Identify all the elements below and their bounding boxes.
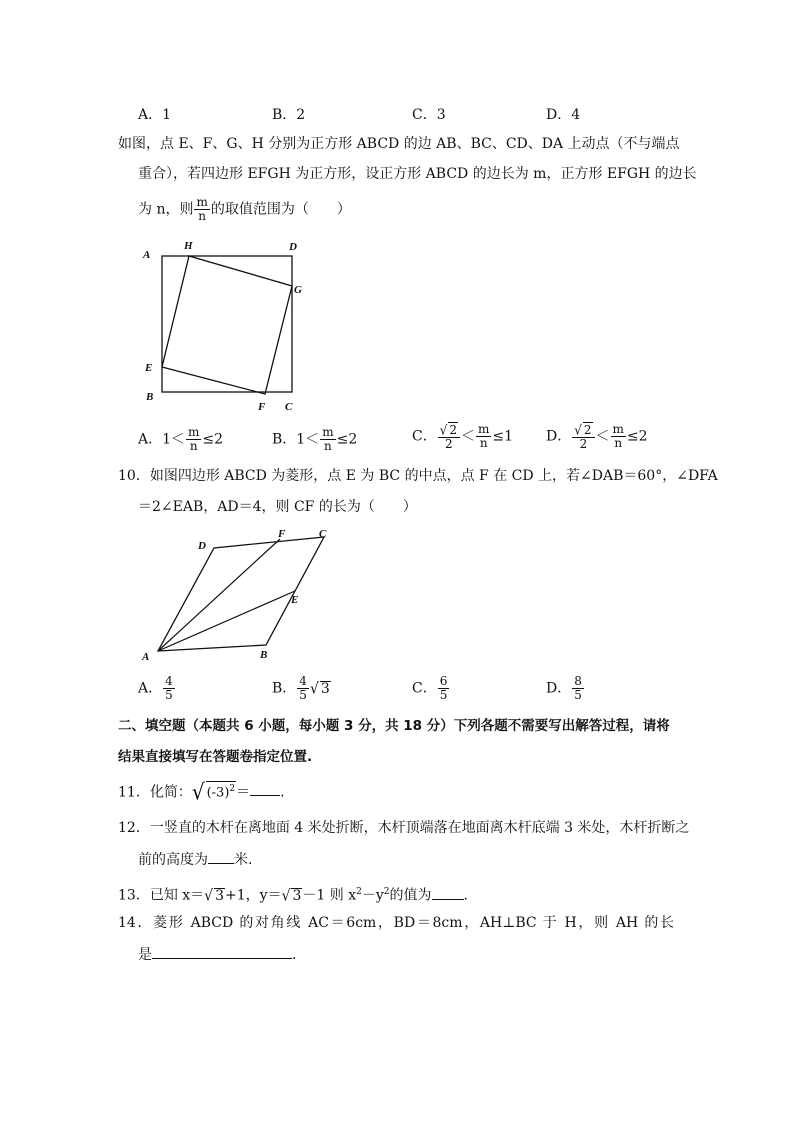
q10-opt-b-radicand: 3 (320, 680, 330, 697)
q10-line-2: ＝2∠EAB，AD＝4，则 CF 的长为（ ） (138, 499, 417, 515)
q10-opt-c-label: C． (412, 680, 437, 697)
q9-opt-c-den: n (479, 436, 488, 450)
q9-line-1: 如图，点 E、F、G、H 分别为正方形 ABCD 的边 AB、BC、CD、DA 上动点（不与端点 (118, 136, 680, 152)
q10-label-b: B (260, 649, 268, 661)
q9-opt-b-den: n (324, 439, 332, 453)
q10-opt-c-num: 6 (439, 674, 448, 688)
q9-frac-num: m (196, 195, 208, 209)
q12-line-2-suffix: 米. (234, 852, 253, 868)
q9-label-h: H (184, 240, 193, 252)
q9-opt-c-sqrt-arg: 2 (449, 423, 458, 437)
q10-option-c (412, 675, 450, 702)
q10-opt-c-frac (438, 675, 450, 702)
q13-part-1: 13．已知 x＝ (118, 887, 205, 904)
q10-option-a (138, 675, 176, 702)
q10-opt-b-den: 5 (299, 688, 307, 702)
q14-end: . (292, 947, 297, 963)
radical-sign-icon: √ (439, 422, 448, 438)
q9-opt-b-label: B．1＜ (272, 431, 320, 448)
q13-answer-blank[interactable] (432, 899, 464, 900)
q10-label-e: E (291, 594, 299, 606)
q8-option-d: D．4 (546, 107, 581, 123)
q12-line-2 (138, 850, 252, 870)
q11-answer-blank[interactable] (250, 795, 280, 796)
q9-line-3-suffix: 的取值范围为（ ） (210, 201, 351, 218)
q13-sup-2: 2 (383, 887, 390, 897)
q11-prefix: 11．化简： (118, 784, 192, 801)
q9-opt-a-frac (186, 426, 201, 453)
q10-opt-d-frac (572, 675, 584, 702)
q9-opt-c-frac (476, 423, 491, 450)
q10-label-f: F (278, 528, 286, 540)
q9-line-3-prefix: 为 n，则 (138, 201, 194, 218)
q9-line-2: 重合），若四边形 EFGH 为正方形，设正方形 ABCD 的边长为 m，正方形 EFGH 的边长 (138, 166, 697, 182)
q9-opt-a-label: A．1＜ (138, 431, 186, 448)
q9-opt-d-sqrt-frac (572, 422, 594, 451)
q9-opt-a-num: m (188, 425, 200, 439)
q9-label-d: D (289, 241, 297, 253)
radical-sign-icon: √ (204, 886, 214, 905)
q11-base: (-3) (206, 785, 230, 801)
q10-rhombus-figure (138, 524, 338, 664)
q9-opt-c-num: m (478, 422, 490, 436)
q12-answer-blank[interactable] (208, 863, 234, 864)
q10-opt-b-label: B． (272, 680, 297, 697)
q14-line-1: 14．菱形 ABCD 的对角线 AC＝6cm，BD＝8cm，AH⊥BC 于 H，则 AH 的长 (118, 915, 674, 931)
q11-end: . (280, 784, 285, 801)
q9-label-f: F (258, 401, 266, 413)
q10-opt-a-num: 4 (165, 674, 173, 688)
q10-opt-d-label: D． (546, 680, 572, 697)
q9-label-c: C (285, 401, 293, 413)
q9-opt-d-tail: ≤2 (626, 428, 648, 445)
q10-label-d: D (198, 540, 206, 552)
q8-option-c: C．3 (412, 107, 446, 123)
q9-opt-d-sqrt-den: 2 (579, 437, 588, 451)
q10-opt-a-frac (163, 675, 175, 702)
q9-square-figure (138, 236, 318, 416)
q9-opt-b-tail: ≤2 (336, 431, 358, 448)
q9-opt-d-sqrt-arg: 2 (583, 423, 592, 437)
q9-opt-c-mid: ＜ (461, 428, 476, 445)
q13 (118, 882, 468, 906)
q10-opt-d-num: 8 (574, 674, 582, 688)
q9-opt-d-num: m (612, 422, 624, 436)
q12-line-1: 12．一竖直的木杆在离地面 4 米处折断，木杆顶端落在地面离木杆底端 3 米处，木杆折断之 (118, 820, 690, 836)
q11-equals: ＝ (236, 784, 251, 801)
q10-opt-d-den: 5 (574, 688, 582, 702)
q9-opt-c-tail: ≤1 (492, 428, 514, 445)
q9-opt-b-frac (320, 426, 335, 453)
q13-part-3: －1 则 x (302, 887, 357, 904)
q12-line-2-prefix: 前的高度为 (138, 852, 208, 868)
q9-opt-d-frac (611, 423, 626, 450)
q11-radicand (206, 781, 237, 800)
q13-sup-1: 2 (356, 887, 362, 897)
q9-opt-d-mid: ＜ (595, 428, 610, 445)
q9-frac-den: n (198, 209, 207, 223)
q9-option-c (412, 422, 513, 451)
q9-opt-d-label: D． (546, 428, 572, 445)
radical-sign-icon: √ (191, 779, 205, 806)
q9-opt-d-den: n (614, 436, 623, 450)
radical-sign-icon: √ (309, 679, 319, 698)
q10-opt-a-den: 5 (165, 688, 173, 702)
section-2-heading-line-1: 二、填空题（本题共 6 小题，每小题 3 分，共 18 分）下列各题不需要写出解答过程，请将 (118, 718, 670, 734)
q9-option-b (272, 426, 357, 453)
q9-opt-b-num: m (322, 425, 334, 439)
section-2-heading-line-2: 结果直接填写在答题卷指定位置. (118, 749, 313, 765)
q10-opt-b-num: 4 (299, 674, 307, 688)
q10-option-d (546, 675, 585, 702)
q11-exponent: 2 (229, 784, 236, 794)
q13-part-2: +1，y＝ (225, 887, 282, 904)
q13-radicand-1: 3 (215, 887, 225, 904)
q8-option-a: A．1 (138, 107, 172, 123)
q9-opt-a-tail: ≤2 (202, 431, 224, 448)
q9-fraction (194, 196, 209, 223)
q9-opt-c-sqrt-frac (438, 422, 460, 451)
radical-sign-icon: √ (574, 422, 582, 438)
q9-label-a: A (143, 249, 151, 261)
q10-label-a: A (142, 651, 150, 663)
q9-opt-d-sqrt-num (572, 422, 594, 438)
q13-end: . (463, 887, 468, 904)
q11 (118, 779, 285, 806)
radical-sign-icon: √ (281, 886, 291, 905)
q10-label-c: C (319, 528, 327, 540)
q13-part-5: 的值为 (389, 887, 432, 904)
q10-opt-b-frac (297, 675, 309, 702)
q9-label-e: E (145, 362, 153, 374)
q9-line-3 (138, 196, 351, 223)
q13-radicand-2: 3 (292, 887, 302, 904)
q9-opt-c-sqrt-num (438, 422, 460, 438)
q9-opt-c-sqrt-den: 2 (445, 437, 453, 451)
q10-option-b (272, 675, 331, 702)
q9-label-g: G (294, 284, 302, 296)
q10-opt-c-den: 5 (439, 688, 448, 702)
q10-line-1: 10．如图四边形 ABCD 为菱形，点 E 为 BC 的中点，点 F 在 CD 上，若∠DAB＝60°，∠DFA (118, 468, 718, 484)
q14-line-2 (138, 945, 296, 965)
q9-option-d (546, 422, 648, 451)
q8-option-b: B．2 (272, 107, 306, 123)
q10-opt-a-label: A． (138, 680, 163, 697)
q14-answer-blank[interactable] (152, 958, 292, 959)
q13-part-4: －y (361, 887, 384, 904)
q9-option-a (138, 426, 223, 453)
q9-opt-a-den: n (189, 439, 198, 453)
q14-line-2-prefix: 是 (138, 947, 152, 963)
q9-opt-c-label: C． (412, 428, 437, 445)
q9-label-b: B (146, 391, 154, 403)
